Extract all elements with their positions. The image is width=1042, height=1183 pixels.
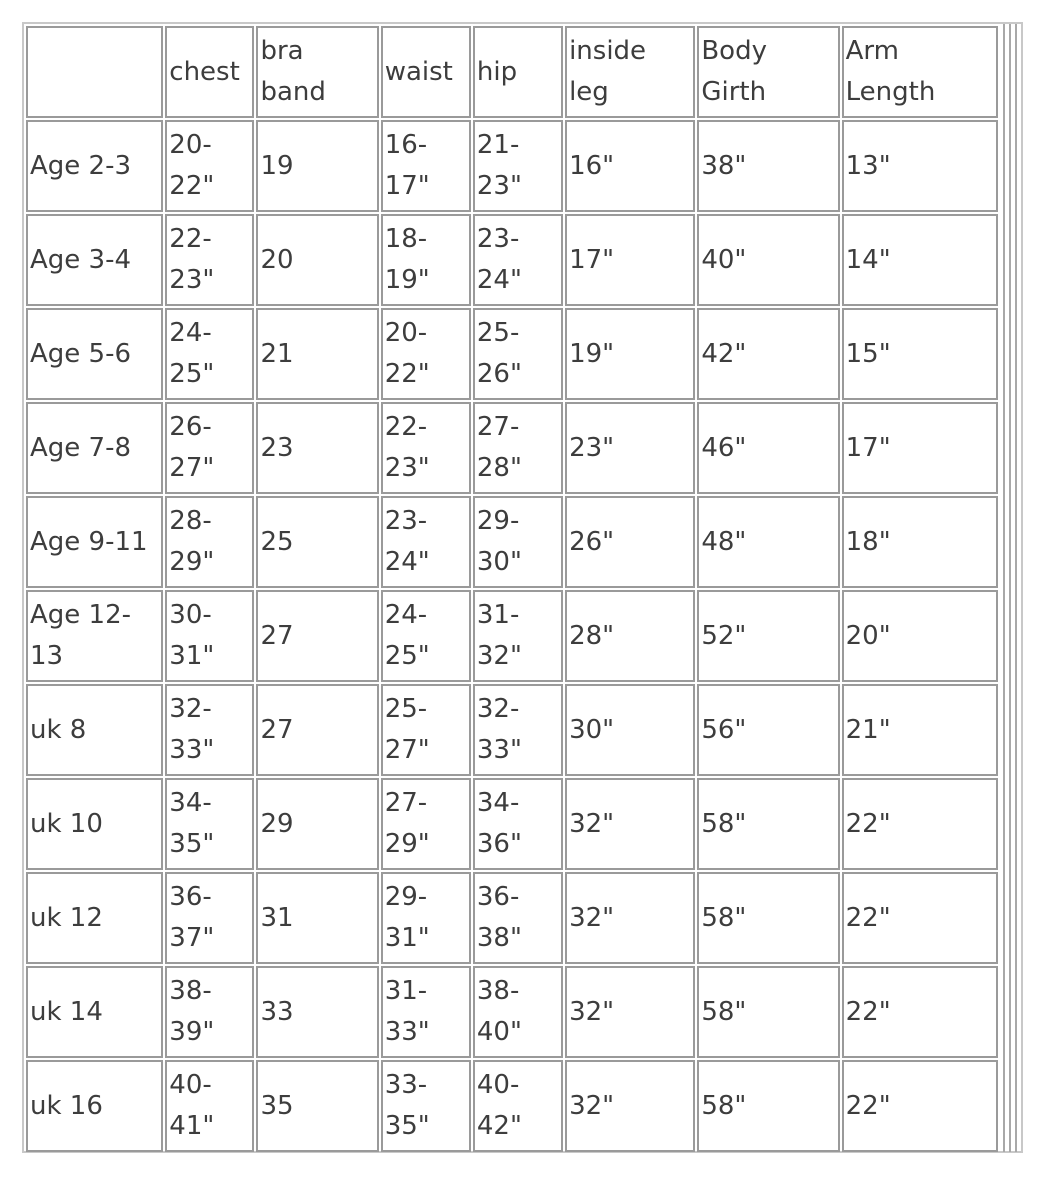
cell-inside-leg: 32" <box>565 1060 695 1152</box>
cell-size: Age 3-4 <box>26 214 163 306</box>
cell-body-girth: 58" <box>697 778 839 870</box>
header-cell-bra-band: bra band <box>256 26 378 118</box>
size-chart-body <box>26 26 998 1152</box>
cell-chest: 22- 23" <box>165 214 254 306</box>
cell-chest: 28- 29" <box>165 496 254 588</box>
cell-chest: 30- 31" <box>165 590 254 682</box>
cell-arm-length: 21" <box>842 684 998 776</box>
cell-body-girth: 48" <box>697 496 839 588</box>
cell-arm-length: 20" <box>842 590 998 682</box>
cell-chest: 24- 25" <box>165 308 254 400</box>
cell-bra-band: 27 <box>256 590 378 682</box>
cell-hip: 34- 36" <box>473 778 563 870</box>
cell-arm-length: 22" <box>842 872 998 964</box>
size-chart-table <box>24 24 1000 1154</box>
cell-arm-length: 13" <box>842 120 998 212</box>
cell-waist: 16- 17" <box>381 120 471 212</box>
cell-chest: 36- 37" <box>165 872 254 964</box>
cell-chest: 38- 39" <box>165 966 254 1058</box>
cell-size: uk 12 <box>26 872 163 964</box>
cell-bra-band: 23 <box>256 402 378 494</box>
cell-arm-length: 22" <box>842 966 998 1058</box>
table-row <box>26 590 998 682</box>
cell-waist: 23- 24" <box>381 496 471 588</box>
cell-inside-leg: 28" <box>565 590 695 682</box>
cell-inside-leg: 32" <box>565 778 695 870</box>
cell-inside-leg: 32" <box>565 966 695 1058</box>
cell-arm-length: 18" <box>842 496 998 588</box>
cell-bra-band: 29 <box>256 778 378 870</box>
cell-hip: 31- 32" <box>473 590 563 682</box>
cell-waist: 33- 35" <box>381 1060 471 1152</box>
table-row <box>26 308 998 400</box>
table-row <box>26 872 998 964</box>
cell-size: Age 5-6 <box>26 308 163 400</box>
cell-chest: 26- 27" <box>165 402 254 494</box>
cell-inside-leg: 16" <box>565 120 695 212</box>
cell-bra-band: 21 <box>256 308 378 400</box>
cell-body-girth: 58" <box>697 1060 839 1152</box>
cell-bra-band: 25 <box>256 496 378 588</box>
cell-bra-band: 35 <box>256 1060 378 1152</box>
cell-size: Age 7-8 <box>26 402 163 494</box>
header-cell-blank <box>26 26 163 118</box>
table-row <box>26 402 998 494</box>
cell-body-girth: 38" <box>697 120 839 212</box>
cell-chest: 32- 33" <box>165 684 254 776</box>
cell-bra-band: 27 <box>256 684 378 776</box>
cell-chest: 34- 35" <box>165 778 254 870</box>
cell-arm-length: 22" <box>842 1060 998 1152</box>
cell-hip: 29- 30" <box>473 496 563 588</box>
cell-bra-band: 33 <box>256 966 378 1058</box>
cell-waist: 22- 23" <box>381 402 471 494</box>
cell-bra-band: 20 <box>256 214 378 306</box>
cell-arm-length: 22" <box>842 778 998 870</box>
cell-hip: 38- 40" <box>473 966 563 1058</box>
header-cell-waist: waist <box>381 26 471 118</box>
cell-bra-band: 19 <box>256 120 378 212</box>
table-row <box>26 778 998 870</box>
cell-arm-length: 17" <box>842 402 998 494</box>
cell-size: Age 9-11 <box>26 496 163 588</box>
cell-hip: 40- 42" <box>473 1060 563 1152</box>
cell-hip: 36- 38" <box>473 872 563 964</box>
header-cell-arm-length: Arm Length <box>842 26 998 118</box>
cell-arm-length: 15" <box>842 308 998 400</box>
table-row <box>26 120 998 212</box>
cell-chest: 20- 22" <box>165 120 254 212</box>
cell-hip: 32- 33" <box>473 684 563 776</box>
cell-hip: 27- 28" <box>473 402 563 494</box>
cell-size: uk 8 <box>26 684 163 776</box>
header-cell-body-girth: Body Girth <box>697 26 839 118</box>
header-cell-hip: hip <box>473 26 563 118</box>
cell-inside-leg: 32" <box>565 872 695 964</box>
table-row <box>26 684 998 776</box>
cell-arm-length: 14" <box>842 214 998 306</box>
cell-body-girth: 42" <box>697 308 839 400</box>
cell-waist: 27- 29" <box>381 778 471 870</box>
cell-chest: 40- 41" <box>165 1060 254 1152</box>
table-row <box>26 966 998 1058</box>
cell-inside-leg: 30" <box>565 684 695 776</box>
table-edge-decoration <box>1001 24 1021 1152</box>
cell-body-girth: 46" <box>697 402 839 494</box>
cell-hip: 23- 24" <box>473 214 563 306</box>
cell-body-girth: 52" <box>697 590 839 682</box>
cell-bra-band: 31 <box>256 872 378 964</box>
cell-body-girth: 56" <box>697 684 839 776</box>
header-cell-chest: chest <box>165 26 254 118</box>
cell-waist: 18- 19" <box>381 214 471 306</box>
header-cell-inside-leg: inside leg <box>565 26 695 118</box>
header-row <box>26 26 998 118</box>
cell-waist: 25- 27" <box>381 684 471 776</box>
cell-body-girth: 58" <box>697 872 839 964</box>
cell-waist: 29- 31" <box>381 872 471 964</box>
cell-body-girth: 58" <box>697 966 839 1058</box>
cell-size: uk 14 <box>26 966 163 1058</box>
cell-inside-leg: 19" <box>565 308 695 400</box>
cell-inside-leg: 23" <box>565 402 695 494</box>
table-row <box>26 214 998 306</box>
cell-inside-leg: 17" <box>565 214 695 306</box>
cell-waist: 31- 33" <box>381 966 471 1058</box>
cell-size: Age 12- 13 <box>26 590 163 682</box>
cell-size: Age 2-3 <box>26 120 163 212</box>
cell-size: uk 16 <box>26 1060 163 1152</box>
cell-hip: 21- 23" <box>473 120 563 212</box>
cell-body-girth: 40" <box>697 214 839 306</box>
cell-hip: 25- 26" <box>473 308 563 400</box>
cell-size: uk 10 <box>26 778 163 870</box>
table-row <box>26 1060 998 1152</box>
table-row <box>26 496 998 588</box>
cell-waist: 20- 22" <box>381 308 471 400</box>
cell-waist: 24- 25" <box>381 590 471 682</box>
cell-inside-leg: 26" <box>565 496 695 588</box>
